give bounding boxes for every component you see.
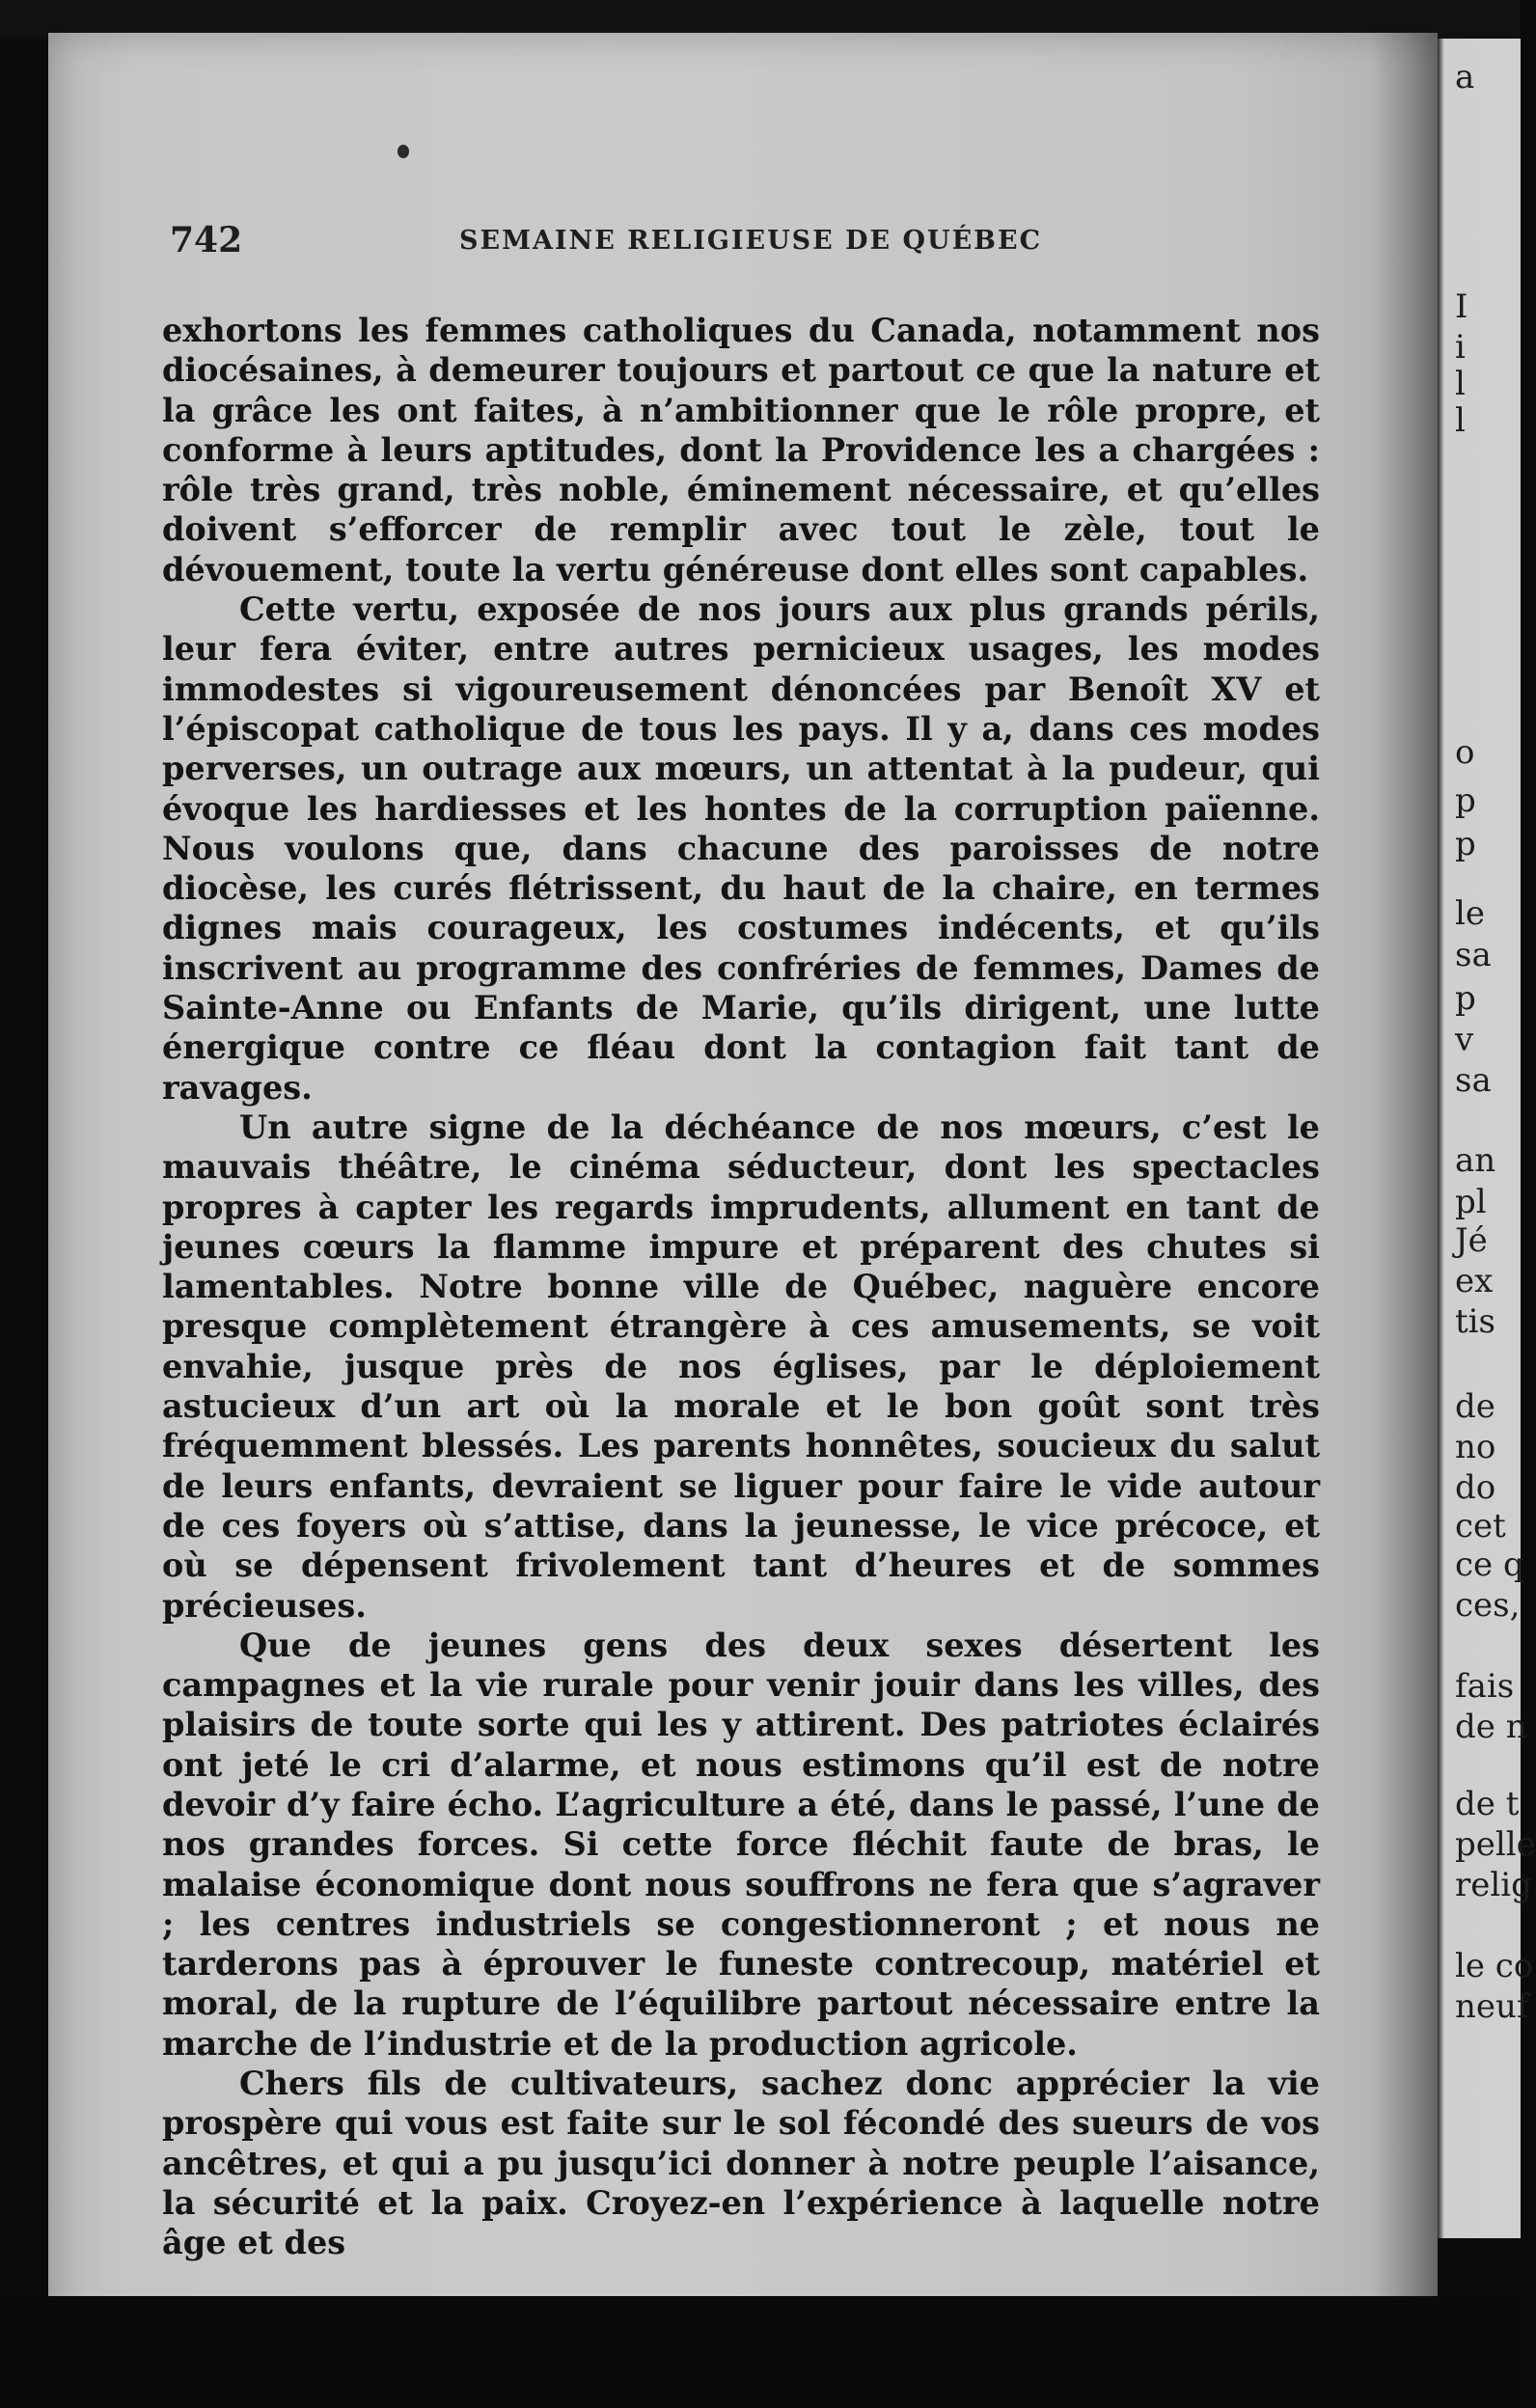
facing-fragment: no (1455, 1428, 1496, 1466)
facing-fragment: de (1455, 1387, 1495, 1426)
running-title: SEMAINE RELIGIEUSE DE QUÉBEC (459, 226, 1043, 256)
facing-page-edge (1438, 39, 1536, 2238)
page-header (170, 220, 1328, 268)
facing-fragment: l (1455, 401, 1466, 440)
ink-speck (398, 145, 409, 158)
paragraph: Cette vertu, exposée de nos jours aux plus grands périls, leur fera éviter, entre autres pernicieux usages, les modes immodestes si vigoureusement dénoncées par Benoît XV et l’épiscopat catholique de tous les pays. Il y a, dans ces modes perverses, un outrage aux mœurs, un attentat à la pudeur, qui évoque les hardiesses et les hontes de la corruption païenne. Nous voulons que, dans chacune des paroisses de notre diocèse, les curés flétrissent, du haut de la chaire, en termes dignes mais courageux, les costumes indécents, et qu’ils inscrivent au programme des confréries de femmes, Dames de Sainte-Anne ou Enfants de Marie, qu’ils dirigent, une lutte énergique contre ce fléau dont la contagion fait tant de ravages. (162, 590, 1320, 1107)
facing-fragment: sa (1455, 1061, 1492, 1100)
facing-fragment: sa (1455, 936, 1492, 974)
facing-fragment: o (1455, 733, 1475, 772)
paragraph: Que de jeunes gens des deux sexes désertent les campagnes et la vie rurale pour venir jouir dans les villes, des plaisirs de toute sorte qui les y attirent. Des patriotes éclairés ont jeté le cri d’alarme, et nous estimons qu’il est de notre devoir d’y faire écho. L’agriculture a été, dans le passé, l’une de nos grandes forces. Si cette force fléchit faute de bras, le malaise économique dont nous souffrons ne fera que s’agraver ; les centres industriels se congestionneront ; et nous ne tarderons pas à éprouver le funeste contrecoup, matériel et moral, de la rupture de l’équilibre partout nécessaire entre la marche de l’industrie et de la production agricole. (162, 1626, 1320, 2063)
facing-fragment: v (1455, 1021, 1474, 1059)
facing-fragment: do (1455, 1468, 1496, 1507)
paragraph: Chers fils de cultivateurs, sachez donc apprécier la vie prospère qui vous est faite sur le sol fécondé des sueurs de vos ancêtres, et qui a pu jusqu’ici donner à notre peuple l’aisance, la sécurité et la paix. Croyez-en l’expérience à laquelle notre âge et des (162, 2065, 1320, 2262)
facing-fragment: p (1455, 979, 1476, 1018)
facing-fragment: l (1455, 365, 1466, 403)
facing-fragment: pelle (1455, 1825, 1536, 1864)
facing-fragment: fais (1455, 1667, 1515, 1706)
facing-fragment: ces, (1455, 1586, 1521, 1625)
facing-fragment: i (1455, 328, 1466, 367)
paragraph: Un autre signe de la déchéance de nos mœurs, c’est le mauvais théâtre, le cinéma séducteur, dont les spectacles propres à capter les regards imprudents, allument en tant de jeunes cœurs la flamme impure et préparent des chutes si lamentables. Notre bonne ville de Québec, naguère encore presque complètement étrangère à ces amusements, se voit envahie, jusque près de nos églises, par le déploiement astucieux d’un art où la morale et le bon goût sont très fréquemment blessés. Les parents honnêtes, soucieux du salut de leurs enfants, devraient se liguer pour faire le vide autour de ces foyers où s’attise, dans la jeunesse, le vice précoce, et où se dépensent frivolement tant d’heures et de sommes précieuses. (162, 1108, 1320, 1625)
facing-fragment: p (1455, 781, 1476, 820)
facing-fragment: a (1455, 58, 1475, 96)
facing-fragment: pl (1455, 1183, 1487, 1221)
facing-fragment: cet (1455, 1507, 1506, 1546)
body-text (162, 311, 1320, 2263)
facing-fragment: an (1455, 1141, 1496, 1180)
page-number: 742 (170, 220, 243, 260)
film-border-bottom (0, 2296, 1521, 2408)
facing-fragment: de t (1455, 1785, 1520, 1823)
facing-fragment: de n (1455, 1708, 1527, 1746)
facing-fragment: ex (1455, 1262, 1494, 1300)
facing-fragment: neuf (1455, 1987, 1529, 2026)
facing-fragment: I (1455, 287, 1468, 326)
facing-fragment: relig (1455, 1866, 1532, 1904)
facing-fragment: le (1455, 894, 1485, 933)
facing-fragment: Jé (1455, 1221, 1488, 1260)
page-gutter-shadow (1370, 33, 1438, 2348)
facing-fragment: ce q (1455, 1546, 1524, 1584)
facing-fragment: le co (1455, 1947, 1534, 1985)
paragraph: exhortons les femmes catholiques du Canada, notamment nos diocésaines, à demeurer toujours et partout ce que la nature et la grâce les ont faites, à n’ambitionner que le rôle propre, et conforme à leurs aptitudes, dont la Providence les a chargées : rôle très grand, très noble, éminement nécessaire, et qu’elles doivent s’efforcer de remplir avec tout le zèle, tout le dévouement, toute la vertu généreuse dont elles sont capables. (162, 312, 1320, 588)
facing-fragment: tis (1455, 1302, 1495, 1341)
facing-fragment: p (1455, 825, 1476, 863)
